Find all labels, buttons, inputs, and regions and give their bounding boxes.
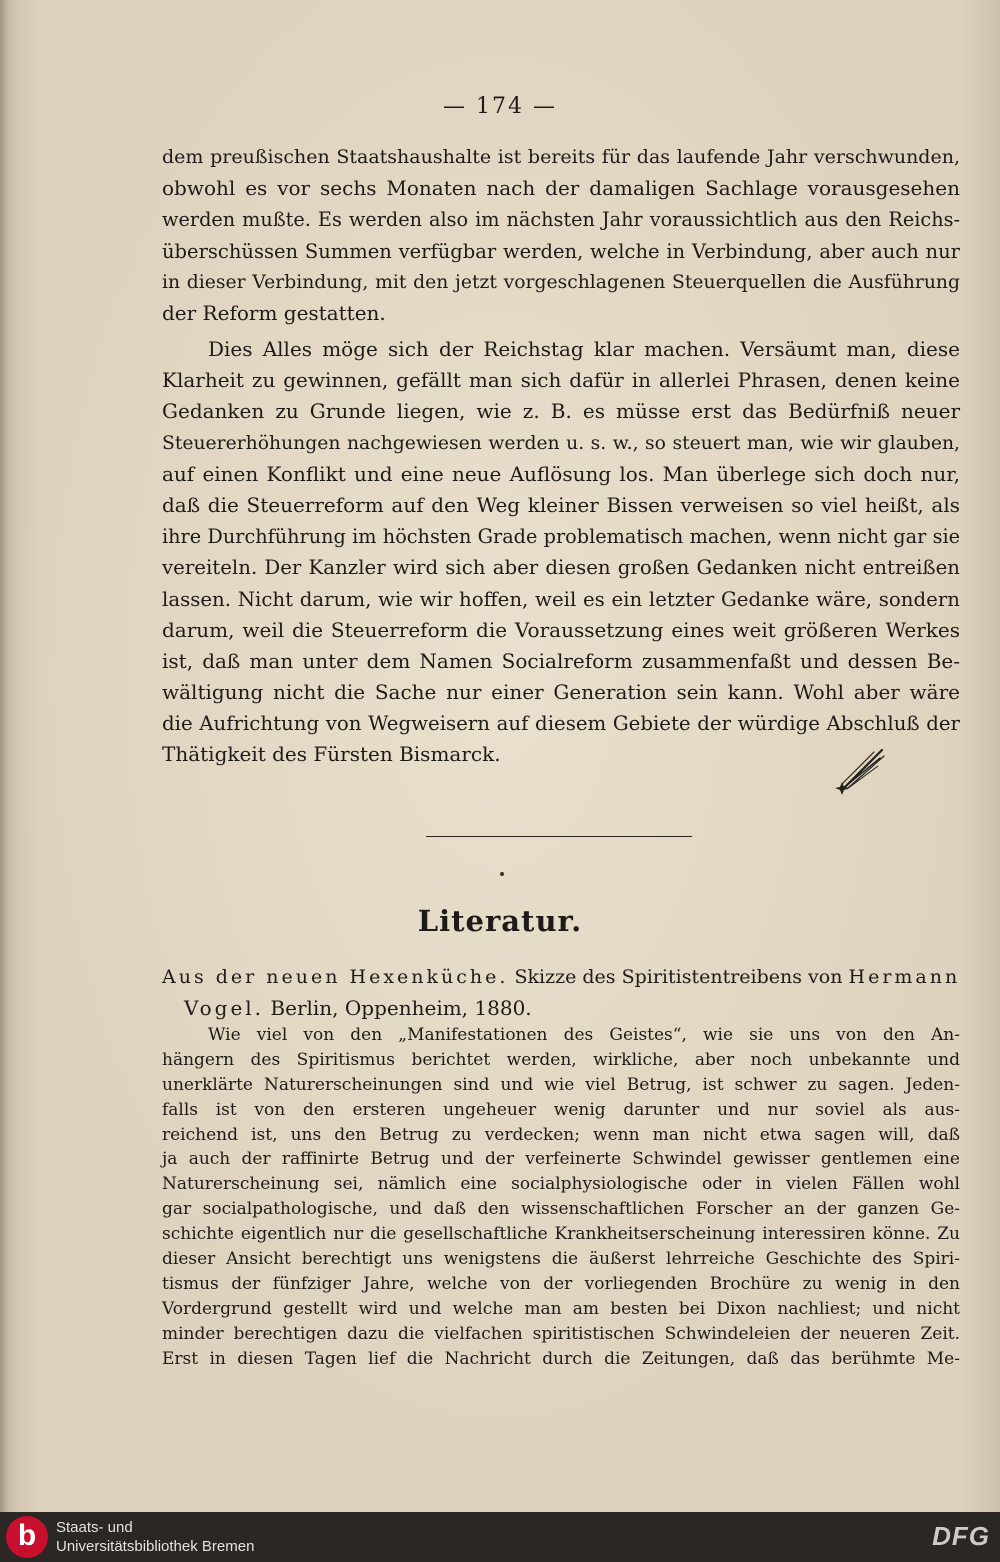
- text-line: minder berechtigen dazu die vielfachen spiritistischen Schwindeleien der neueren Zeit.: [162, 1323, 960, 1344]
- text-line: gar socialpathologische, und daß den wissenschaftlichen Forscher an der ganzen Ge-: [162, 1199, 960, 1220]
- citation-line: [162, 962, 960, 993]
- paragraph-2: [162, 334, 960, 771]
- text-line: ihre Durchführung im höchsten Grade problematisch machen, wenn nicht gar sie: [162, 525, 960, 549]
- text-line: der Reform gestatten.: [162, 300, 386, 325]
- text-line: unerklärte Naturerscheinungen sind und wie viel Betrug, ist schwer zu sagen. Jeden-: [162, 1074, 960, 1095]
- review-body: [162, 1023, 960, 1371]
- author-last-name: Vogel.: [184, 996, 265, 1021]
- section-heading: Literatur.: [417, 904, 583, 938]
- text-line: Wie viel von den „Manifestationen des Geistes“, wie sie uns von den An-: [208, 1025, 960, 1045]
- library-logo-letter: b: [17, 1519, 37, 1552]
- text-line: Naturerscheinung sei, nämlich eine socialphysiologische oder in vielen Fällen wohl: [162, 1174, 960, 1195]
- text-line: dem preußischen Staatshaushalte ist bereits für das laufende Jahr verschwunden,: [162, 146, 960, 168]
- library-name-line2: Universitätsbibliothek Bremen: [56, 1538, 255, 1555]
- page-number: — 174 —: [443, 94, 557, 119]
- text-line: Dies Alles möge sich der Reichstag klar machen. Versäumt man, diese: [208, 337, 960, 361]
- library-logo[interactable]: [6, 1516, 48, 1558]
- section-divider: [426, 836, 692, 837]
- text-line: Erst in diesen Tagen lief die Nachricht durch die Zeitungen, daß das berühmte Me-: [162, 1348, 960, 1369]
- text-line: falls ist von den ersteren ungeheuer wenig darunter und nur soviel als aus-: [162, 1099, 960, 1120]
- library-name[interactable]: [56, 1518, 254, 1556]
- text-line: wältigung nicht die Sache nur einer Generation sein kann. Wohl aber wäre: [162, 680, 960, 705]
- text-line: Gedanken zu Grunde liegen, wie z. B. es müsse erst das Bedürfniß neuer: [162, 399, 960, 424]
- text-line: in dieser Verbindung, mit den jetzt vorgeschlagenen Steuerquellen die Ausführung: [162, 271, 960, 293]
- text-line: die Aufrichtung von Wegweisern auf diesem Gebiete der würdige Abschluß der: [162, 712, 960, 736]
- text-line: schichte eigentlich nur die gesellschaftliche Krankheitserscheinung interessiren könne. Zu: [162, 1224, 960, 1245]
- text-line: ist, daß man unter dem Namen Socialreform zusammenfaßt und dessen Be-: [162, 648, 960, 673]
- library-name-line1: Staats- und: [56, 1519, 133, 1536]
- dfg-logo[interactable]: DFG: [932, 1521, 990, 1551]
- text-line: vereiteln. Der Kanzler wird sich aber diesen großen Gedanken nicht entreißen: [162, 556, 960, 580]
- text-line: tismus der fünfziger Jahre, welche von der vorliegenden Brochüre zu wenig in den: [162, 1273, 960, 1294]
- text-line: daß die Steuerreform auf den Weg kleiner Bissen verweisen so viel heißt, als: [162, 492, 960, 517]
- comet-ornament-icon: [830, 742, 890, 802]
- text-line: lassen. Nicht darum, wie wir hoffen, weil es ein letzter Gedanke wäre, sondern: [162, 587, 960, 611]
- page-edge-shadow: [0, 0, 14, 1512]
- ornament-dot: [500, 872, 504, 876]
- review-title: Aus der neuen Hexenküche.: [162, 966, 509, 988]
- review-citation: [162, 962, 960, 1024]
- text-line: Thätigkeit des Fürsten Bismarck.: [162, 742, 501, 767]
- text-line: darum, weil die Steuerreform die Voraussetzung eines weit größeren Werkes: [162, 617, 960, 642]
- citation-line: [162, 993, 960, 1024]
- text-line: obwohl es vor sechs Monaten nach der damaligen Sachlage vorausgesehen: [162, 176, 960, 201]
- viewer-footer-bar: [0, 1512, 1000, 1562]
- text-line: werden mußte. Es werden also im nächsten Jahr voraussichtlich aus den Reichs-: [162, 208, 960, 232]
- text-line: Steuererhöhungen nachgewiesen werden u. s. w., so steuert man, wie wir glauben,: [162, 432, 960, 454]
- text-line: Klarheit zu gewinnen, gefällt man sich dafür in allerlei Phrasen, denen keine: [162, 368, 960, 393]
- text-line: überschüssen Summen verfügbar werden, welche in Verbindung, aber auch nur: [162, 239, 960, 263]
- text-line: hängern des Spiritismus berichtet werden, wirkliche, aber noch unbekannte und: [162, 1049, 960, 1070]
- text-line: reichend ist, uns den Betrug zu verdecken; wenn man nicht etwa sagen will, daß: [162, 1124, 960, 1145]
- paragraph-1: [162, 142, 960, 329]
- text-line: auf einen Konflikt und eine neue Auflösung los. Man überlege sich doch nur,: [162, 461, 960, 486]
- text-line: dieser Ansicht berechtigt uns wenigstens die äußerst lehrreiche Geschichte des Spiri-: [162, 1249, 960, 1270]
- author-first-name: Hermann: [848, 966, 961, 988]
- text-line: ja auch der raffinirte Betrug und der verfeinerte Schwindel gewisser gentlemen eine: [162, 1149, 960, 1170]
- text-line: Vordergrund gestellt wird und welche man am besten bei Dixon nachliest; und nicht: [162, 1298, 960, 1319]
- publication-info: Berlin, Oppenheim, 1880.: [270, 996, 532, 1021]
- review-subtitle: Skizze des Spiritistentreibens von: [514, 966, 843, 988]
